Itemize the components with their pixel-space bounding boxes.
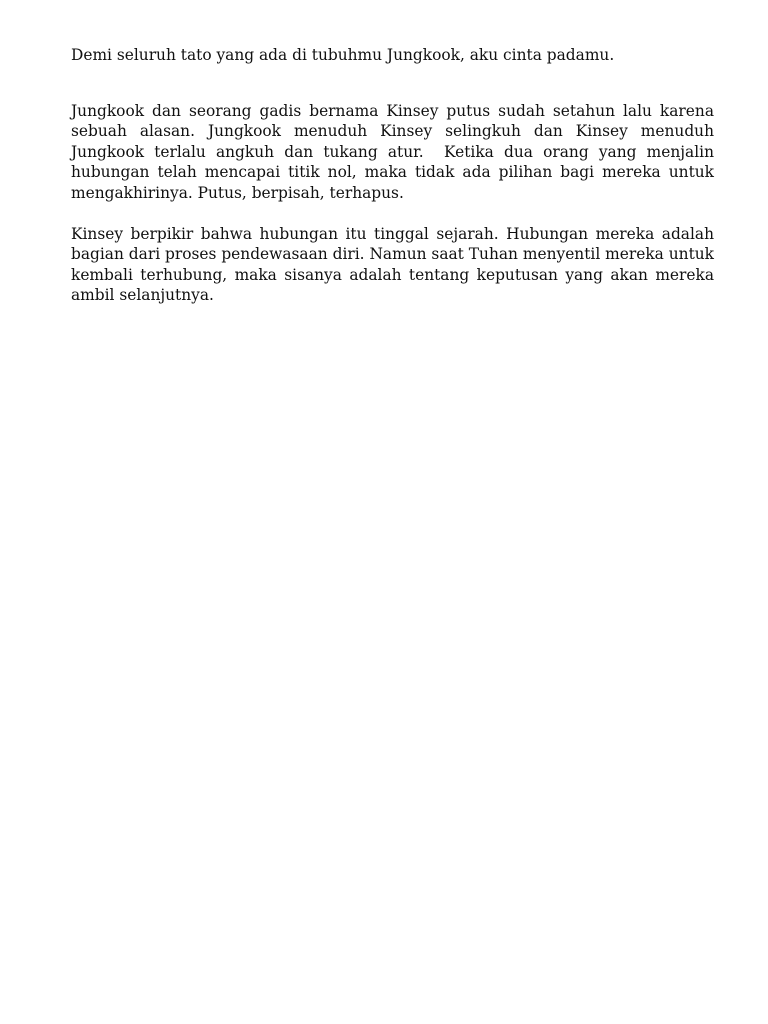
paragraph-2: Kinsey berpikir bahwa hubungan itu tinggal sejarah. Hubungan mereka adalah bagian dari proses pendewasaan diri. Namun saat Tuhan menyentil mereka untuk kembali terhubung, maka sisanya adalah tentang keputusan yang akan mereka ambil selanjutnya.: [71, 224, 719, 304]
tagline: Demi seluruh tato yang ada di tubuhmu Jungkook, aku cinta padamu.: [71, 46, 615, 64]
paragraph-1: Jungkook dan seorang gadis bernama Kinsey putus sudah setahun lalu karena sebuah alasan. Jungkook menuduh Kinsey selingkuh dan Kinsey menuduh Jungkook terlalu angkuh dan tukang atur. Ketika dua orang yang menjalin hubungan telah mencapai titik nol, maka tidak ada pilihan bagi mereka untuk mengakhirinya. Putus, berpisah, terhapus.: [71, 101, 719, 202]
document-body: [71, 45, 719, 326]
